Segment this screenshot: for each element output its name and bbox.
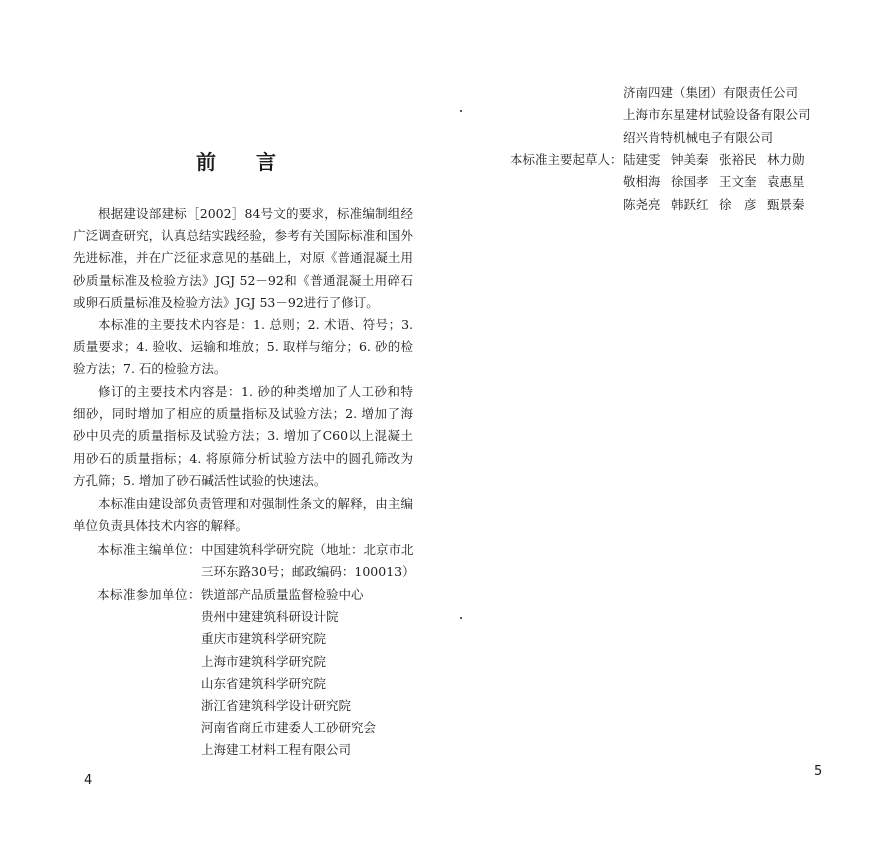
drafters-names xyxy=(623,149,823,216)
drafters-row xyxy=(623,149,823,171)
right-page xyxy=(460,0,870,842)
participating-unit: 上海市东星建材试验设备有限公司 xyxy=(623,107,811,123)
foreword-paragraph: 本标准由建设部负责管理和对强制性条文的解释，由主编单位负责具体技术内容的解释。 xyxy=(73,496,413,534)
participating-units-label: 本标准参加单位： xyxy=(97,587,202,602)
main-unit-line: 中国建筑科学研究院（地址：北京市北 xyxy=(201,542,414,557)
participating-unit: 浙江省建筑科学设计研究院 xyxy=(201,698,352,714)
participating-units-continued xyxy=(623,82,811,149)
drafter-name: 敬相海 xyxy=(623,174,661,190)
drafter-name: 徐 彦 xyxy=(719,196,757,212)
drafter-name: 钟美秦 xyxy=(671,152,709,167)
participating-unit: 重庆市建筑科学研究院 xyxy=(201,631,327,647)
participating-unit: 铁道部产品质量监督检验中心 xyxy=(201,587,364,602)
drafter-name: 徐国孝 xyxy=(671,174,709,190)
drafter-name: 陈尧亮 xyxy=(623,196,661,212)
participating-unit: 贵州中建建筑科研设计院 xyxy=(201,609,339,625)
drafters-row xyxy=(623,171,823,193)
main-unit-line: 三环东路30号；邮政编码：100013） xyxy=(201,564,415,580)
participating-unit: 绍兴肯特机械电子有限公司 xyxy=(623,129,774,145)
drafter-name: 韩跃红 xyxy=(671,196,709,212)
page-number: 4 xyxy=(84,773,93,788)
drafter-name: 甄景秦 xyxy=(767,196,805,212)
drafter-name: 王文奎 xyxy=(719,174,757,190)
participating-unit: 上海建工材料工程有限公司 xyxy=(201,742,352,758)
participating-unit: 济南四建（集团）有限责任公司 xyxy=(623,85,799,100)
scan-speck xyxy=(460,617,462,619)
participating-unit: 上海市建筑科学研究院 xyxy=(201,653,327,669)
participating-units-block xyxy=(97,584,376,762)
drafters-row xyxy=(623,194,823,216)
page-title xyxy=(196,146,276,175)
participating-unit: 山东省建筑科学研究院 xyxy=(201,675,327,691)
title-char-2: 言 xyxy=(256,150,276,174)
main-unit-label: 本标准主编单位： xyxy=(97,542,202,557)
drafter-name: 陆建雯 xyxy=(623,152,661,167)
drafter-name: 林力勋 xyxy=(767,152,805,167)
title-char-1: 前 xyxy=(196,150,216,174)
participating-unit: 河南省商丘市建委人工砂研究会 xyxy=(201,720,377,736)
page-number: 5 xyxy=(814,764,823,779)
foreword-paragraph: 根据建设部建标［2002］84号文的要求，标准编制组经广泛调查研究，认真总结实践经验，参考有关国际标准和国外先进标准，并在广泛征求意见的基础上，对原《普通混凝土用砂质量标准及检验方法》JGJ 52－92和《普通混凝土用碎石或卵石质量标准及检验方法》JGJ 53－92进行了修订。 xyxy=(73,206,413,310)
foreword-paragraph: 本标准的主要技术内容是：1. 总则；2. 术语、符号；3. 质量要求；4. 验收、运输和堆放；5. 取样与缩分；6. 砂的检验方法；7. 石的检验方法。 xyxy=(73,317,413,377)
scan-speck xyxy=(460,110,462,112)
drafters-label: 本标准主要起草人： xyxy=(510,152,623,167)
drafter-name: 张裕民 xyxy=(719,152,757,167)
foreword-paragraph: 修订的主要技术内容是：1. 砂的种类增加了人工砂和特细砂，同时增加了相应的质量指标及试验方法；2. 增加了海砂中贝壳的质量指标及试验方法；3. 增加了C60以上混凝土用砂石的质量指标；4. 将原筛分析试验方法中的圆孔筛改为方孔筛；5. 增加了砂石碱活性试验的快速法。 xyxy=(73,384,413,488)
main-unit-block xyxy=(97,539,415,583)
drafter-name: 袁惠星 xyxy=(767,174,805,190)
